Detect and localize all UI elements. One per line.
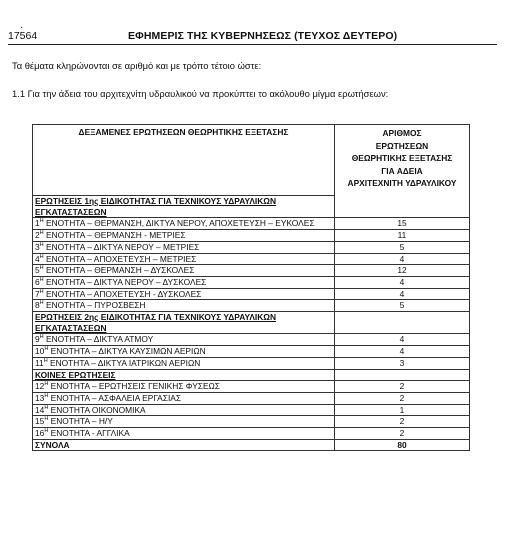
row-value: 2 bbox=[335, 416, 470, 428]
col2-header-cell bbox=[335, 125, 470, 218]
row-ordinal-suffix: Η bbox=[44, 416, 49, 423]
col1-header-cell bbox=[33, 125, 335, 196]
row-label-cell bbox=[33, 265, 335, 277]
row-number: 6 bbox=[35, 276, 40, 287]
row-number: 15 bbox=[35, 416, 45, 427]
row-label: ΕΝΟΤΗΤΑ – ΕΡΩΤΗΣΕΙΣ ΓΕΝΙΚΗΣ ΦΥΣΕΩΣ bbox=[48, 381, 220, 392]
table-row bbox=[33, 334, 470, 346]
table-row bbox=[33, 404, 470, 416]
row-number: 3 bbox=[35, 241, 40, 252]
section-title: ΚΟΙΝΕΣ ΕΡΩΤΗΣΕΙΣ bbox=[33, 369, 335, 381]
table-row bbox=[33, 230, 470, 242]
row-label: ΕΝΟΤΗΤΑ – Η/Υ bbox=[48, 416, 113, 427]
row-ordinal-suffix: Η bbox=[39, 288, 44, 295]
table-row bbox=[33, 300, 470, 312]
table-header-row bbox=[33, 125, 470, 196]
row-value: 3 bbox=[335, 357, 470, 369]
row-label: ΕΝΟΤΗΤΑ – ΑΠΟΧΕΤΕΥΣΗ - ΔΥΣΚΟΛΕΣ bbox=[43, 288, 202, 299]
row-label: ΕΝΟΤΗΤΑ – ΘΕΡΜΑΝΣΗ - ΜΕΤΡΙΕΣ bbox=[43, 230, 186, 241]
total-row bbox=[33, 439, 470, 451]
row-value: 4 bbox=[335, 253, 470, 265]
row-value: 12 bbox=[335, 265, 470, 277]
col2-header-line: ΑΡΧΙΤΕΧΝΙΤΗ ΥΔΡΑΥΛΙΚΟΥ bbox=[347, 178, 457, 188]
row-label-cell bbox=[33, 346, 335, 358]
row-number: 7 bbox=[35, 288, 40, 299]
table-row bbox=[33, 381, 470, 393]
row-number: 2 bbox=[35, 230, 40, 241]
row-number: 10 bbox=[35, 346, 45, 357]
col1-header: ΔΕΞΑΜΕΝΕΣ ΕΡΩΤΗΣΕΩΝ ΘΕΩΡΗΤΙΚΗΣ ΕΞΕΤΑΣΗΣ bbox=[78, 127, 289, 137]
table-row bbox=[33, 357, 470, 369]
row-label: ΕΝΟΤΗΤΑ – ΠΥΡΟΣΒΕΣΗ bbox=[43, 300, 146, 311]
row-value: 1 bbox=[335, 404, 470, 416]
row-ordinal-suffix: Η bbox=[43, 358, 48, 365]
row-number: 9 bbox=[35, 334, 40, 345]
row-number: 4 bbox=[35, 253, 40, 264]
section-value-cell bbox=[335, 312, 470, 334]
row-ordinal-suffix: Η bbox=[39, 253, 44, 260]
row-label: ΕΝΟΤΗΤΑ - ΑΓΓΛΙΚΑ bbox=[48, 428, 130, 439]
row-ordinal-suffix: Η bbox=[44, 428, 49, 435]
row-label: ΕΝΟΤΗΤΑ – ΑΣΦΑΛΕΙΑ ΕΡΓΑΣΙΑΣ bbox=[48, 392, 182, 403]
page-mark: · bbox=[20, 22, 24, 33]
row-label-cell bbox=[33, 218, 335, 230]
col2-header-line: ΓΙΑ ΑΔΕΙΑ bbox=[381, 165, 423, 176]
section-title: ΕΡΩΤΗΣΕΙΣ 2ης ΕΙΔΙΚΟΤΗΤΑΣ ΓΙΑ ΤΕΧΝΙΚΟΥΣ ΥΔΡΑΥΛΙΚΩΝ ΕΓΚΑΤΑΣΤΑΣΕΩΝ bbox=[33, 312, 335, 334]
intro-text: Τα θέματα κληρώνονται σε αριθμό και με τρόπο τέτοιο ώστε: bbox=[12, 60, 262, 71]
table-row bbox=[33, 288, 470, 300]
row-label: ΕΝΟΤΗΤΑ – ΔΙΚΤΥΑ ΚΑΥΣΙΜΩΝ ΑΕΡΙΩΝ bbox=[48, 346, 206, 357]
row-ordinal-suffix: Η bbox=[44, 346, 49, 353]
page-number: 17564 bbox=[8, 30, 38, 42]
row-number: 1 bbox=[35, 218, 40, 229]
row-label-cell bbox=[33, 253, 335, 265]
section-value-cell bbox=[335, 369, 470, 381]
row-value: 2 bbox=[335, 392, 470, 404]
row-value: 5 bbox=[335, 300, 470, 312]
section-1-title: ΕΡΩΤΗΣΕΙΣ 1ης ΕΙΔΙΚΟΤΗΤΑΣ ΓΙΑ ΤΕΧΝΙΚΟΥΣ ΥΔΡΑΥΛΙΚΩΝ ΕΓΚΑΤΑΣΤΑΣΕΩΝ bbox=[33, 196, 335, 218]
row-number: 14 bbox=[35, 404, 45, 415]
row-value: 15 bbox=[335, 218, 470, 230]
row-value: 4 bbox=[335, 334, 470, 346]
table-row bbox=[33, 253, 470, 265]
row-ordinal-suffix: Η bbox=[39, 230, 44, 237]
table-row bbox=[33, 265, 470, 277]
row-label: ΕΝΟΤΗΤΑ – ΘΕΡΜΑΝΣΗ, ΔΙΚΤΥΑ ΝΕΡΟΥ, ΑΠΟΧΕΤΕΥΣΗ – ΕΥΚΟΛΕΣ bbox=[43, 218, 315, 229]
row-label: ΕΝΟΤΗΤΑ – ΔΙΚΤΥΑ ΝΕΡΟΥ – ΔΥΣΚΟΛΕΣ bbox=[43, 276, 207, 287]
row-label-cell bbox=[33, 381, 335, 393]
table-row bbox=[33, 428, 470, 440]
paragraph-text: Για την άδεια του αρχιτεχνίτη υδραυλικού να προκύπτει το ακόλουθο μίγμα ερωτήσεων: bbox=[27, 88, 389, 99]
row-ordinal-suffix: Η bbox=[44, 404, 49, 411]
table-row bbox=[33, 346, 470, 358]
row-label-cell bbox=[33, 230, 335, 242]
row-label-cell bbox=[33, 404, 335, 416]
col2-header-line: ΕΡΩΤΗΣΕΩΝ bbox=[375, 140, 429, 151]
row-value: 4 bbox=[335, 276, 470, 288]
section-row bbox=[33, 369, 470, 381]
total-label: ΣΥΝΟΛΑ bbox=[33, 439, 335, 451]
row-label-cell bbox=[33, 357, 335, 369]
row-number: 16 bbox=[35, 428, 45, 439]
row-label-cell bbox=[33, 300, 335, 312]
row-ordinal-suffix: Η bbox=[39, 277, 44, 284]
row-label-cell bbox=[33, 334, 335, 346]
row-number: 12 bbox=[35, 381, 45, 392]
questions-table bbox=[32, 124, 470, 451]
row-number: 8 bbox=[35, 300, 40, 311]
row-label: ΕΝΟΤΗΤΑ – ΔΙΚΤΥΑ ΑΤΜΟΥ bbox=[43, 334, 154, 345]
paragraph-number: 1.1 bbox=[12, 88, 26, 99]
row-value: 5 bbox=[335, 241, 470, 253]
row-ordinal-suffix: Η bbox=[44, 393, 49, 400]
row-label: ΕΝΟΤΗΤΑ – ΘΕΡΜΑΝΣΗ – ΔΥΣΚΟΛΕΣ bbox=[43, 265, 195, 276]
row-label-cell bbox=[33, 416, 335, 428]
table-row bbox=[33, 276, 470, 288]
gazette-title: ΕΦΗΜΕΡΙΣ ΤΗΣ ΚΥΒΕΡΝΗΣΕΩΣ (ΤΕΥΧΟΣ ΔΕΥΤΕΡΟ) bbox=[128, 30, 398, 42]
row-label: ΕΝΟΤΗΤΑ – ΔΙΚΤΥΑ ΙΑΤΡΙΚΩΝ ΑΕΡΙΩΝ bbox=[47, 357, 201, 368]
row-value: 2 bbox=[335, 381, 470, 393]
row-label: ΕΝΟΤΗΤΑ – ΔΙΚΤΥΑ ΝΕΡΟΥ – ΜΕΤΡΙΕΣ bbox=[43, 241, 200, 252]
total-value: 80 bbox=[335, 439, 470, 451]
table-row bbox=[33, 392, 470, 404]
row-ordinal-suffix: Η bbox=[39, 334, 44, 341]
paragraph-1-1 bbox=[12, 88, 388, 99]
row-number: 5 bbox=[35, 265, 40, 276]
col2-header-line: ΘΕΩΡΗΤΙΚΗΣ ΕΞΕΤΑΣΗΣ bbox=[351, 153, 453, 163]
row-ordinal-suffix: Η bbox=[39, 300, 44, 307]
row-label-cell bbox=[33, 276, 335, 288]
row-ordinal-suffix: Η bbox=[44, 381, 49, 388]
row-value: 4 bbox=[335, 288, 470, 300]
row-ordinal-suffix: Η bbox=[39, 242, 44, 249]
header-rule bbox=[8, 44, 497, 45]
row-number: 13 bbox=[35, 392, 45, 403]
row-label: ΕΝΟΤΗΤΑ – ΑΠΟΧΕΤΕΥΣΗ – ΜΕΤΡΙΕΣ bbox=[43, 253, 197, 264]
row-label: ΕΝΟΤΗΤΑ ΟΙΚΟΝΟΜΙΚΑ bbox=[48, 404, 146, 415]
row-number: 11 bbox=[35, 357, 44, 368]
section-row bbox=[33, 312, 470, 334]
row-value: 11 bbox=[335, 230, 470, 242]
row-label-cell bbox=[33, 392, 335, 404]
table-row bbox=[33, 218, 470, 230]
row-value: 4 bbox=[335, 346, 470, 358]
table-row bbox=[33, 241, 470, 253]
row-label-cell bbox=[33, 288, 335, 300]
col2-header-line: ΑΡΙΘΜΟΣ bbox=[382, 128, 422, 138]
row-label-cell bbox=[33, 428, 335, 440]
table-row bbox=[33, 416, 470, 428]
row-ordinal-suffix: Η bbox=[39, 265, 44, 272]
row-value: 2 bbox=[335, 428, 470, 440]
row-ordinal-suffix: Η bbox=[39, 218, 44, 225]
row-label-cell bbox=[33, 241, 335, 253]
